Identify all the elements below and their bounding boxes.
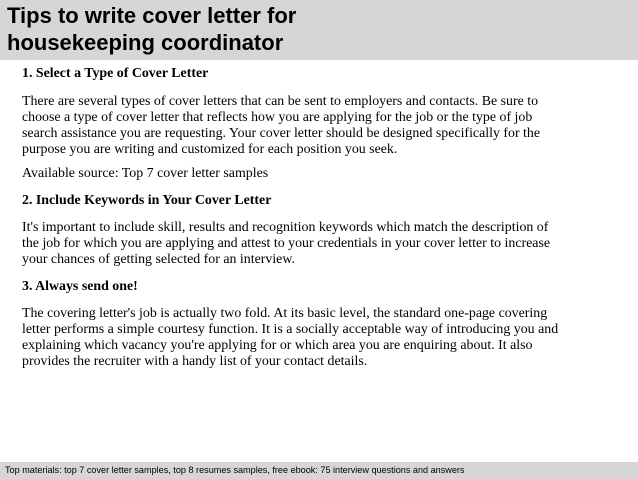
paragraph-line: choose a type of cover letter that reflects how you are applying for the job or the type of job — [22, 110, 533, 125]
slide-title-line-2: housekeeping coordinator — [7, 30, 284, 55]
footer-text: Top materials: top 7 cover letter samples, top 8 resumes samples, free ebook: 75 interview questions and answers — [5, 465, 465, 475]
section-heading-3: 3. Always send one! — [22, 279, 138, 294]
footer-bar — [0, 462, 638, 479]
section-1-paragraph-1 — [22, 94, 612, 158]
slide-title — [7, 2, 296, 56]
paragraph-line: purpose you are writing and customized for each position you seek. — [22, 142, 398, 157]
slide-body — [22, 65, 612, 370]
paragraph-line: provides the recruiter with a handy list of your contact details. — [22, 354, 368, 369]
paragraph-line: your chances of getting selected for an interview. — [22, 252, 295, 267]
paragraph-line: letter performs a simple courtesy function. It is a socially acceptable way of introducing you and — [22, 322, 559, 337]
paragraph-line: It's important to include skill, results and recognition keywords which match the description of — [22, 220, 549, 235]
paragraph-line: the job for which you are applying and attest to your credentials in your cover letter to increase — [22, 236, 551, 251]
paragraph-line: search assistance you are requesting. Your cover letter should be designed specifically for the — [22, 126, 541, 141]
section-2-paragraph-1 — [22, 220, 612, 268]
section-heading-2: 2. Include Keywords in Your Cover Letter — [22, 193, 272, 208]
paragraph-line: The covering letter's job is actually two fold. At its basic level, the standard one-page covering — [22, 306, 548, 321]
title-bar — [0, 0, 638, 60]
slide-title-line-1: Tips to write cover letter for — [7, 3, 297, 28]
available-source-text: Available source: Top 7 cover letter samples — [22, 166, 269, 181]
section-heading-1: 1. Select a Type of Cover Letter — [22, 66, 209, 81]
section-3-paragraph-1 — [22, 306, 612, 370]
paragraph-line: explaining which vacancy you're applying for or which area you are enquiring about. It also — [22, 338, 533, 353]
section-1-paragraph-2 — [22, 166, 612, 182]
paragraph-line: There are several types of cover letters that can be sent to employers and contacts. Be sure to — [22, 94, 539, 109]
